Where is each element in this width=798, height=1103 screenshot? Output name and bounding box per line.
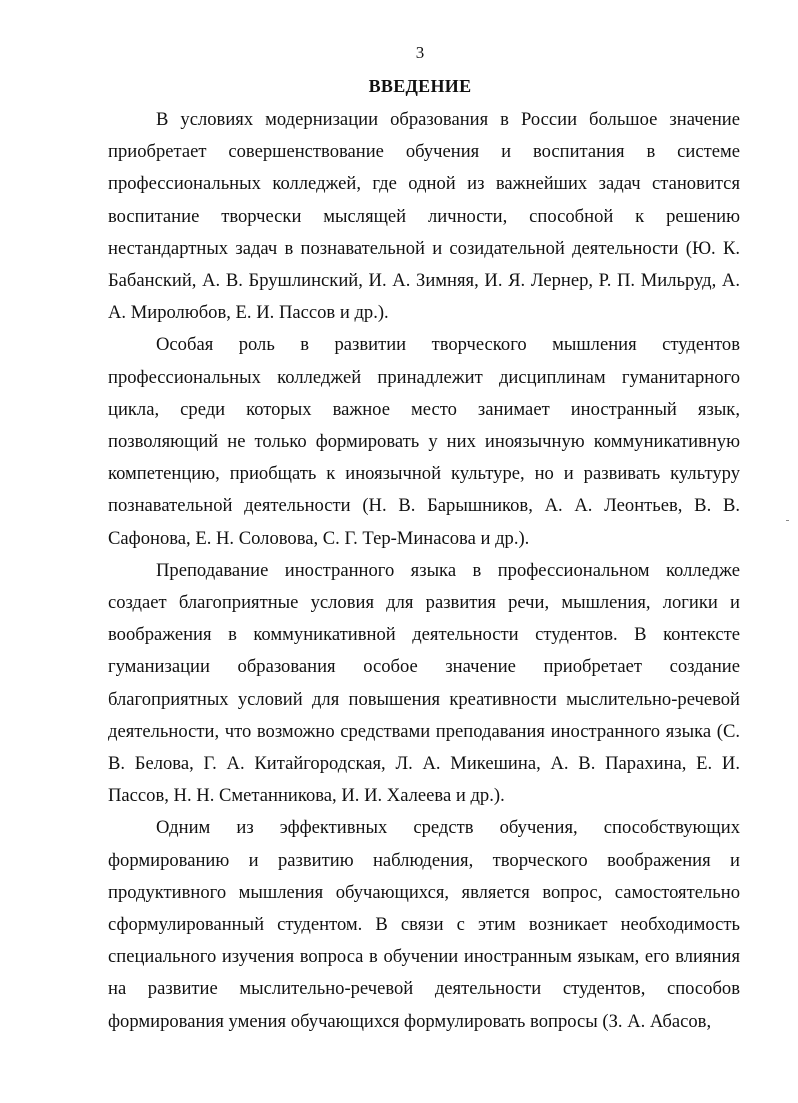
body-text [108,104,740,1038]
page-number: 3 [415,43,425,62]
paragraph-4: Одним из эффективных средств обучения, способствующих формированию и развитию наблюдения, творческого воображения и продуктивного мышления обучающихся, является вопрос, самостоятельно сформулированный студентом. В связи с этим возникает необходимость специального изучения вопроса в обучении иностранным языкам, его влияния на развитие мыслительно-речевой деятельности студентов, способов формирования умения обучающихся формулировать вопросы (З. А. Абасов, [108,817,740,1032]
paragraph-2: Особая роль в развитии творческого мышления студентов профессиональных колледжей принадлежит дисциплинам гуманитарного цикла, среди которых важное место занимает иностранный язык, позволяющий не только формировать у них иноязычную коммуникативную компетенцию, приобщать к иноязычной культуре, но и развивать культуру познавательной деятельности (Н. В. Барышников, А. А. Леонтьев, В. В. Сафонова, Е. Н. Соловова, С. Г. Тер-Минасова и др.). [108,334,740,549]
scan-mark [786,520,789,521]
paragraph-3: Преподавание иностранного языка в профессиональном колледже создает благоприятные условия для развития речи, мышления, логики и воображения в коммуникативной деятельности студентов. В контексте гуманизации образования особое значение приобретает создание благоприятных условий для повышения креативности мыслительно-речевой деятельности, что возможно средствами преподавания иностранного языка (С. В. Белова, Г. А. Китайгородская, Л. А. Микешина, А. В. Парахина, Е. И. Пассов, Н. Н. Сметанникова, И. И. Халеева и др.). [108,559,740,807]
section-heading: ВВЕДЕНИЕ [368,76,472,96]
paragraph-1: В условиях модернизации образования в России большое значение приобретает совершенствование обучения и воспитания в системе профессиональных колледжей, где одной из важнейших задач становится воспитание творчески мыслящей личности, способной к решению нестандартных задач в познавательной и созидательной деятельности (Ю. К. Бабанский, А. В. Брушлинский, И. А. Зимняя, И. Я. Лернер, Р. П. Мильруд, А. А. Миролюбов, Е. И. Пассов и др.). [108,109,740,324]
